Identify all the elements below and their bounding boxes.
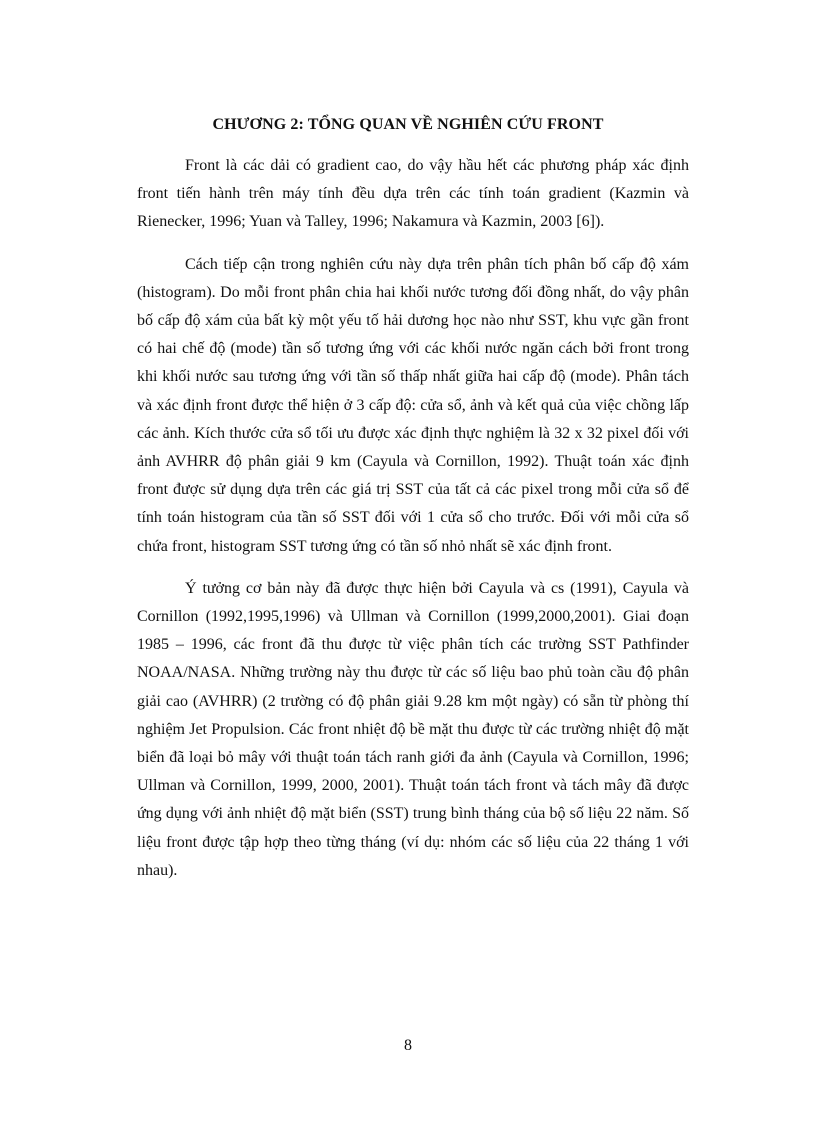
paragraph-histogram-approach: Cách tiếp cận trong nghiên cứu này dựa trên phân tích phân bố cấp độ xám (histogram). Do mỗi front phân chia hai khối nước tương đối đồng nhất, do vậy phân bố cấp độ xám của bất kỳ một yếu tố hải dương học nào như SST, khu vực gần front có hai chế độ (mode) tần số tương ứng với các khối nước ngăn cách bởi front trong khi khối nước sau tương ứng với tần số thấp nhất giữa hai cấp độ (mode). Phân tách và xác định front được thể hiện ở 3 cấp độ: cửa sổ, ảnh và kết quả của việc chồng lấp các ảnh. Kích thước cửa sổ tối ưu được xác định thực nghiệm là 32 x 32 pixel đối với ảnh AVHRR độ phân giải 9 km (Cayula và Cornillon, 1992). Thuật toán xác định front được sử dụng dựa trên các giá trị SST của tất cả các pixel trong mỗi cửa sổ để tính toán histogram của tần số SST đối với 1 cửa sổ cho trước. Đối với mỗi cửa sổ chứa front, histogram SST tương ứng có tần số nhỏ nhất sẽ xác định front. [137,255,689,555]
chapter-title: CHƯƠNG 2: TỔNG QUAN VỀ NGHIÊN CỨU FRONT [212,116,604,133]
document-body [137,152,689,899]
paragraph-gradient-definition: Front là các dải có gradient cao, do vậy hầu hết các phương pháp xác định front tiến hành trên máy tính đều dựa trên các tính toán gradient (Kazmin và Rienecker, 1996; Yuan và Talley, 1996; Nakamura và Kazmin, 2003 [6]). [137,157,689,231]
paragraph-prior-work: Ý tưởng cơ bản này đã được thực hiện bởi Cayula và cs (1991), Cayula và Cornillon (1992,1995,1996) và Ullman và Cornillon (1999,2000,2001). Giai đoạn 1985 – 1996, các front đã thu được từ việc phân tích các trường SST Pathfinder NOAA/NASA. Những trường này thu được từ các số liệu bao phủ toàn cầu độ phân giải cao (AVHRR) (2 trường có độ phân giải 9.28 km một ngày) có sẵn từ phòng thí nghiệm Jet Propulsion. Các front nhiệt độ bề mặt thu được từ các trường nhiệt độ mặt biển đã loại bỏ mây với thuật toán tách ranh giới đa ảnh (Cayula và Cornillon, 1996; Ullman và Cornillon, 1999, 2000, 2001). Thuật toán tách front và tách mây đã được ứng dụng với ảnh nhiệt độ mặt biển (SST) trung bình tháng của bộ số liệu 22 năm. Số liệu front được tập hợp theo từng tháng (ví dụ: nhóm các số liệu của 22 tháng 1 với nhau). [137,579,689,879]
page-number: 8 [404,1037,412,1054]
